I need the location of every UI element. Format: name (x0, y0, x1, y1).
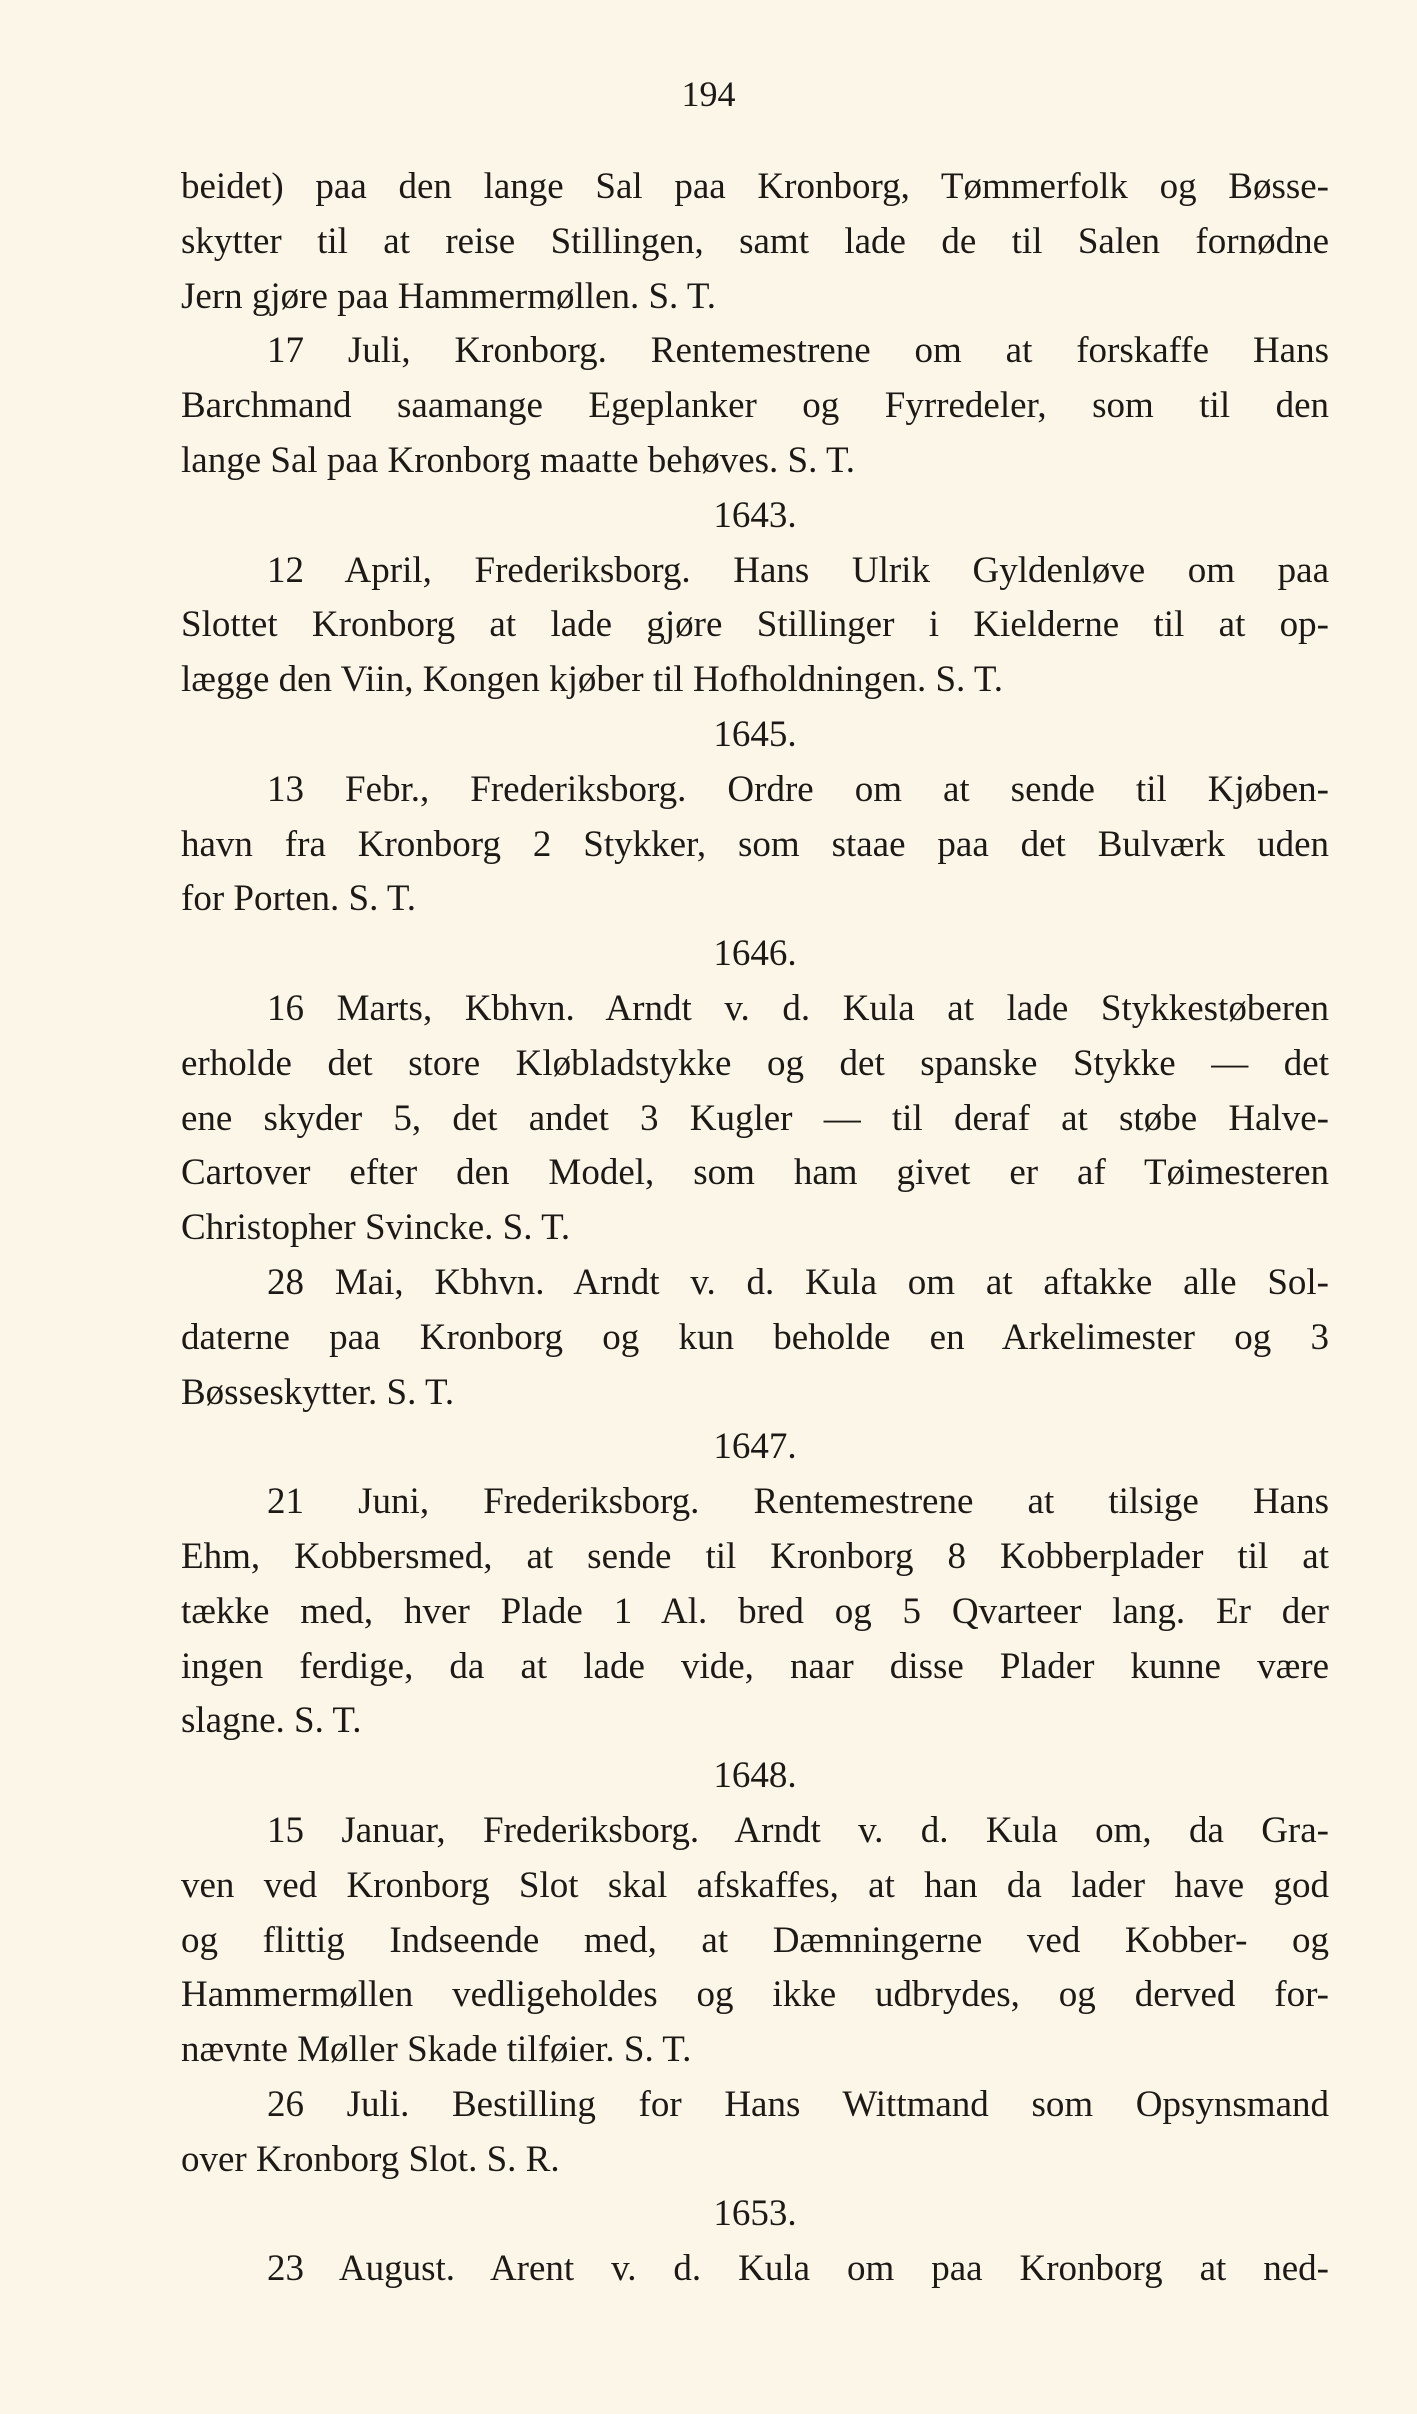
text-line: 16 Marts, Kbhvn. Arndt v. d. Kula at lade Stykkestøberen (267, 987, 1329, 1029)
text-line: nævnte Møller Skade tilføier. S. T. (181, 2029, 692, 2071)
year-heading: 1653. (713, 2193, 797, 2235)
text-line: ven ved Kronborg Slot skal afskaffes, at han da lader have god (181, 1864, 1329, 1906)
year-heading: 1647. (713, 1426, 797, 1468)
text-line: havn fra Kronborg 2 Stykker, som staae paa det Bulværk uden (181, 823, 1329, 865)
year-heading: 1646. (713, 933, 797, 975)
text-line: 17 Juli, Kronborg. Rentemestrene om at forskaffe Hans (267, 330, 1329, 372)
text-line: 26 Juli. Bestilling for Hans Wittmand som Opsynsmand (267, 2083, 1329, 2125)
text-line: lange Sal paa Kronborg maatte behøves. S. T. (181, 439, 856, 481)
text-line: tække med, hver Plade 1 Al. bred og 5 Qvarteer lang. Er der (181, 1590, 1329, 1632)
text-line: slagne. S. T. (181, 1700, 362, 1742)
text-line: skytter til at reise Stillingen, samt lade de til Salen fornødne (181, 220, 1329, 262)
text-line: 15 Januar, Frederiksborg. Arndt v. d. Kula om, da Gra- (267, 1809, 1329, 1851)
year-heading: 1648. (713, 1755, 797, 1797)
text-line: ingen ferdige, da at lade vide, naar disse Plader kunne være (181, 1645, 1329, 1687)
text-line: over Kronborg Slot. S. R. (181, 2138, 560, 2180)
text-line: 21 Juni, Frederiksborg. Rentemestrene at tilsige Hans (267, 1481, 1329, 1523)
text-line: 13 Febr., Frederiksborg. Ordre om at sende til Kjøben- (267, 768, 1329, 810)
text-line: Jern gjøre paa Hammermøllen. S. T. (181, 275, 716, 317)
year-heading: 1643. (713, 494, 797, 536)
text-line: 12 April, Frederiksborg. Hans Ulrik Gyldenløve om paa (267, 549, 1329, 591)
text-line: og flittig Indseende med, at Dæmningerne ved Kobber- og (181, 1919, 1329, 1961)
text-line: beidet) paa den lange Sal paa Kronborg, Tømmerfolk og Bøsse- (181, 166, 1329, 207)
text-line: 28 Mai, Kbhvn. Arndt v. d. Kula om at aftakke alle Sol- (267, 1261, 1329, 1303)
text-line: 23 August. Arent v. d. Kula om paa Kronborg at ned- (267, 2248, 1329, 2290)
year-heading: 1645. (713, 713, 797, 755)
text-line: daterne paa Kronborg og kun beholde en Arkelimester og 3 (181, 1316, 1329, 1358)
text-line: Hammermøllen vedligeholdes og ikke udbrydes, og derved for- (181, 1974, 1329, 2016)
text-line: Christopher Svincke. S. T. (181, 1207, 571, 1249)
text-line: erholde det store Kløbladstykke og det spanske Stykke — det (181, 1042, 1329, 1084)
page-number: 194 (681, 74, 736, 114)
text-line: for Porten. S. T. (181, 878, 417, 920)
text-line: Ehm, Kobbersmed, at sende til Kronborg 8 Kobberplader til at (181, 1535, 1329, 1577)
text-line: Slottet Kronborg at lade gjøre Stillinger i Kielderne til at op- (181, 604, 1329, 646)
text-line: lægge den Viin, Kongen kjøber til Hofholdningen. S. T. (181, 659, 1003, 701)
text-line: Bøsseskytter. S. T. (181, 1371, 455, 1413)
body-text (181, 160, 1329, 2297)
text-line: Barchmand saamange Egeplanker og Fyrredeler, som til den (181, 385, 1329, 427)
text-line: Cartover efter den Model, som ham givet er af Tøimesteren (181, 1152, 1329, 1194)
text-line: ene skyder 5, det andet 3 Kugler — til deraf at støbe Halve- (181, 1097, 1329, 1139)
